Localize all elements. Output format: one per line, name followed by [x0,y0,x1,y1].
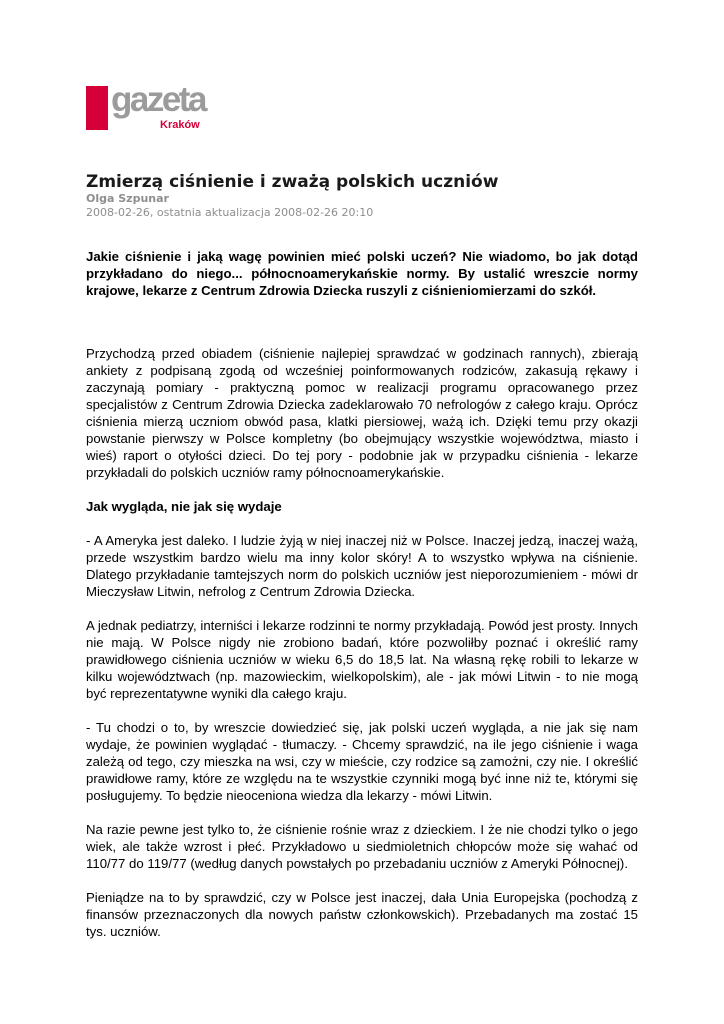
article-lead: Jakie ciśnienie i jaką wagę powinien mieć polski uczeń? Nie wiadomo, bo jak dotąd przykładano do niego... północnoamerykańskie normy. By ustalić wreszcie normy krajowe, lekarze z Centrum Zdrowia Dziecka ruszyli z ciśnieniomierzami do szkół. [86,249,638,298]
logo-red-bar [86,86,108,130]
article-paragraph: - A Ameryka jest daleko. I ludzie żyją w niej inaczej niż w Polsce. Inaczej jedzą, inaczej ważą, przede wszystkim bardzo wielu ma inny kolor skóry! A to wszystko wpływa na ciśnienie. Dlatego przykładanie tamtejszych norm do polskich uczniów jest nieporozumieniem - mówi dr Mieczysław Litwin, nefrolog z Centrum Zdrowia Dziecka. [86,533,638,599]
article-date: 2008-02-26, ostatnia aktualizacja 2008-02-26 20:10 [86,206,374,219]
logo-city: Kraków [160,119,200,131]
logo-wordmark: gazeta [111,80,205,119]
article-subheading: Jak wygląda, nie jak się wydaje [86,499,282,514]
article-author: Olga Szpunar [86,192,169,205]
gazeta-krakow-logo [86,80,216,132]
article-paragraph: Na razie pewne jest tylko to, że ciśnienie rośnie wraz z dzieckiem. I że nie chodzi tylko o jego wiek, ale także wzrost i płeć. Przykładowo u siedmioletnich chłopców może się wahać od 110/77 do 119/77 (według danych powstałych po przebadaniu uczniów z Ameryki Północnej). [86,822,638,871]
article-paragraph: Przychodzą przed obiadem (ciśnienie najlepiej sprawdzać w godzinach rannych), zbierają ankiety z podpisaną zgodą od wcześniej poinformowanych rodziców, zakasują rękawy i zaczynają pomiary - praktyczną pomoc w realizacji programu opracowanego przez specjalistów z Centrum Zdrowia Dziecka zadeklarowało 70 nefrologów z całego kraju. Oprócz ciśnienia mierzą uczniom obwód pasa, klatki piersiowej, ważą ich. Dzięki temu przy okazji powstanie pierwszy w Polsce kompletny (bo obejmujący wszystkie województwa, miasto i wieś) raport o otyłości dzieci. Do tej pory - podobnie jak w przypadku ciśnienia - lekarze przykładali do polskich uczniów ramy północnoamerykańskie. [86,346,638,480]
article-paragraph: Pieniądze na to by sprawdzić, czy w Polsce jest inaczej, dała Unia Europejska (pochodzą z finansów przeznaczonych dla nowych państw członkowskich). Przebadanych ma zostać 15 tys. uczniów. [86,890,638,939]
article-paragraph: A jednak pediatrzy, interniści i lekarze rodzinni te normy przykładają. Powód jest prosty. Innych nie mają. W Polsce nigdy nie zrobiono badań, które pozwoliłby poznać i określić ramy prawidłowego ciśnienia uczniów w wieku 6,5 do 18,5 lat. Na własną rękę robili to lekarze w kilku województwach (np. mazowieckim, wielkopolskim), ale - jak mówi Litwin - to nie mogą być reprezentatywne wyniki dla całego kraju. [86,618,638,701]
article-body [86,345,638,957]
article-paragraph: - Tu chodzi o to, by wreszcie dowiedzieć się, jak polski uczeń wygląda, a nie jak się nam wydaje, że powinien wyglądać - tłumaczy. - Chcemy sprawdzić, na ile jego ciśnienie i waga zależą od tego, czy mieszka na wsi, czy w mieście, czy rodzice są zamożni, czy nie. I określić prawidłowe ramy, które ze względu na te wszystkie czynniki mogą być inne niż te, którymi się posługujemy. To będzie nieoceniona wiedza dla lekarzy - mówi Litwin. [86,720,638,803]
article-title: Zmierzą ciśnienie i zważą polskich uczniów [86,172,499,192]
